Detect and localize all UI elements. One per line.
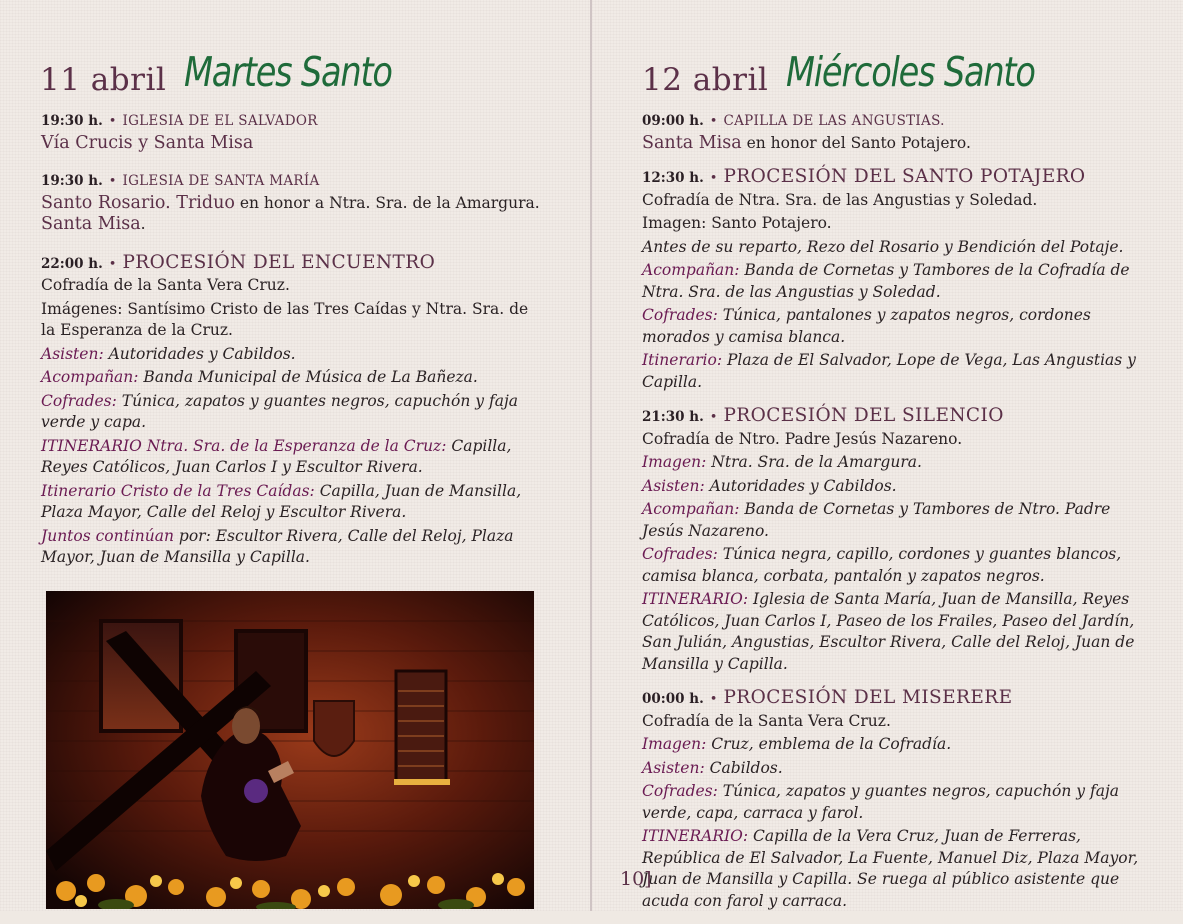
- day-title-right: Miércoles Santo: [786, 48, 1035, 96]
- event-title-a: Santo Rosario. Triduo: [41, 192, 235, 213]
- acompanan-label: Acompañan:: [41, 368, 139, 386]
- event-angustias-misa: [642, 110, 1142, 154]
- itinerario-label: ITINERARIO Ntra. Sra. de la Esperanza de la Cruz:: [41, 436, 447, 455]
- asisten-label: Asisten:: [642, 476, 705, 495]
- date-right: 12 abril: [642, 62, 769, 98]
- itinerario-cristo-text: Capilla, Juan de Mansilla, Plaza Mayor, Calle del Reloj y Escultor Rivera.: [41, 481, 522, 521]
- itinerario-text: Plaza de El Salvador, Lope de Vega, Las Angustias y Capilla.: [642, 351, 1136, 391]
- acompanan-text: Banda Municipal de Música de La Bañeza.: [138, 368, 478, 386]
- event-encuentro: [41, 252, 541, 569]
- juntos-text: por: Escultor Rivera, Calle del Reloj, Plaza Mayor, Juan de Mansilla y Capilla.: [41, 526, 514, 566]
- asisten-label: Asisten:: [41, 344, 104, 363]
- left-events: [41, 110, 541, 585]
- itinerario-text: Iglesia de Santa María, Juan de Mansilla, Reyes Católicos, Juan Carlos I, Paseo de los Frailes, Paseo del Jardín, San Julián, Angustias, Escultor Rivera, Calle del Reloj, Juan de Mansilla y Capilla.: [642, 590, 1135, 673]
- itinerario-text: Capilla, Reyes Católicos, Juan Carlos I y Escultor Rivera.: [41, 436, 512, 476]
- left-heading: [40, 44, 438, 100]
- event-text-b: .: [140, 215, 146, 233]
- event-title: Santa Misa: [642, 132, 742, 153]
- imagen-label: Imagen:: [642, 735, 707, 753]
- cofrades-text: Túnica, zapatos y guantes negros, capuchón y faja verde, capa, carraca y farol.: [642, 782, 1119, 822]
- event-title: Vía Crucis y Santa Misa: [41, 132, 254, 153]
- cofrades-label: Cofrades:: [41, 391, 117, 410]
- acompanan-label: Acompañan:: [642, 500, 740, 518]
- itinerario-text: Capilla de la Vera Cruz, Juan de Ferreras, República de El Salvador, La Fuente, Manuel Diz, Plaza Mayor, Juan de Mansilla y Capilla. Se ruega al público asistente que acuda con farol y carraca.: [642, 827, 1139, 910]
- left-page: [0, 0, 590, 911]
- asisten-label: Asisten:: [642, 758, 705, 777]
- event-time: 21:30 h.: [642, 409, 704, 425]
- imagen-text: Cruz, emblema de la Cofradía.: [706, 735, 952, 753]
- cofradia: Cofradía de la Santa Vera Cruz.: [41, 276, 290, 294]
- itinerario-label: ITINERARIO:: [642, 590, 749, 608]
- event-salvador: [41, 110, 541, 154]
- date-left: 11 abril: [40, 62, 167, 98]
- event-title-b: Santa Misa: [41, 214, 141, 234]
- right-page: [592, 0, 1183, 911]
- event-santo-potajero: [642, 166, 1142, 393]
- procession-title: PROCESIÓN DEL SILENCIO: [723, 405, 1004, 426]
- event-time: 09:00 h.: [642, 113, 704, 129]
- event-time: 22:00 h.: [41, 255, 103, 272]
- bullet: •: [709, 410, 718, 425]
- event-place: IGLESIA DE SANTA MARÍA: [122, 173, 320, 189]
- asisten-text: Autoridades y Cabildos.: [704, 476, 897, 495]
- event-text-a: en honor a Ntra. Sra. de la Amargura.: [234, 193, 540, 212]
- itinerario-cristo-label: Itinerario Cristo de la Tres Caídas:: [41, 481, 315, 500]
- event-miserere: [642, 687, 1142, 912]
- cofrades-label: Cofrades:: [642, 306, 718, 324]
- asisten-text: Cabildos.: [704, 758, 783, 777]
- imagen: Imagen: Santo Potajero.: [642, 214, 832, 232]
- nota: Antes de su reparto, Rezo del Rosario y Bendición del Potaje.: [642, 237, 1124, 256]
- imagen-label: Imagen:: [642, 453, 707, 471]
- bullet: •: [709, 114, 718, 129]
- cofradia: Cofradía de Ntro. Padre Jesús Nazareno.: [642, 429, 963, 448]
- procession-photo: [46, 591, 534, 909]
- cofrades-label: Cofrades:: [642, 782, 718, 800]
- event-text: en honor del Santo Potajero.: [741, 133, 971, 152]
- bullet: •: [108, 256, 117, 272]
- asisten-text: Autoridades y Cabildos.: [103, 344, 296, 363]
- imagen-text: Ntra. Sra. de la Amargura.: [706, 453, 922, 471]
- event-santa-maria: [41, 170, 541, 236]
- acompanan-text: Banda de Cornetas y Tambores de Ntro. Padre Jesús Nazareno.: [642, 500, 1111, 540]
- cofradia: Cofradía de Ntra. Sra. de las Angustias y Soledad.: [642, 190, 1038, 209]
- bullet: •: [108, 114, 117, 129]
- event-time: 12:30 h.: [642, 170, 704, 186]
- juntos-label: Juntos continúan: [41, 526, 174, 545]
- right-heading: [642, 44, 1090, 100]
- bullet: •: [709, 692, 718, 707]
- itinerario-label: ITINERARIO:: [642, 827, 749, 845]
- page-number: 10]: [620, 868, 652, 890]
- event-time: 19:30 h.: [41, 113, 103, 129]
- acompanan-text: Banda de Cornetas y Tambores de la Cofradía de Ntra. Sra. de las Angustias y Soledad.: [642, 261, 1130, 301]
- right-events: [642, 110, 1142, 924]
- cofradia: Cofradía de la Santa Vera Cruz.: [642, 711, 891, 730]
- event-place: IGLESIA DE EL SALVADOR: [122, 113, 318, 129]
- cofrades-text: Túnica negra, capillo, cordones y guantes blancos, camisa blanca, corbata, pantalón y zapatos negros.: [642, 545, 1122, 585]
- event-silencio: [642, 405, 1142, 675]
- procession-title: PROCESIÓN DEL SANTO POTAJERO: [723, 166, 1086, 187]
- event-time: 19:30 h.: [41, 173, 103, 189]
- procession-title: PROCESIÓN DEL ENCUENTRO: [122, 251, 436, 273]
- cofrades-label: Cofrades:: [642, 545, 718, 563]
- cofrades-text: Túnica, zapatos y guantes negros, capuchón y faja verde y capa.: [41, 391, 518, 431]
- event-time: 00:00 h.: [642, 691, 704, 707]
- bullet: •: [108, 174, 117, 189]
- acompanan-label: Acompañan:: [642, 261, 740, 279]
- event-place: CAPILLA DE LAS ANGUSTIAS.: [723, 113, 945, 129]
- itinerario-label: Itinerario:: [642, 351, 723, 369]
- bullet: •: [709, 171, 718, 186]
- procession-title: PROCESIÓN DEL MISERERE: [723, 687, 1013, 708]
- nazareno-image: [46, 591, 534, 909]
- imagenes: Imágenes: Santísimo Cristo de las Tres Caídas y Ntra. Sra. de la Esperanza de la Cruz.: [41, 299, 529, 339]
- day-title-left: Martes Santo: [184, 48, 393, 96]
- cofrades-text: Túnica, pantalones y zapatos negros, cordones morados y camisa blanca.: [642, 306, 1091, 346]
